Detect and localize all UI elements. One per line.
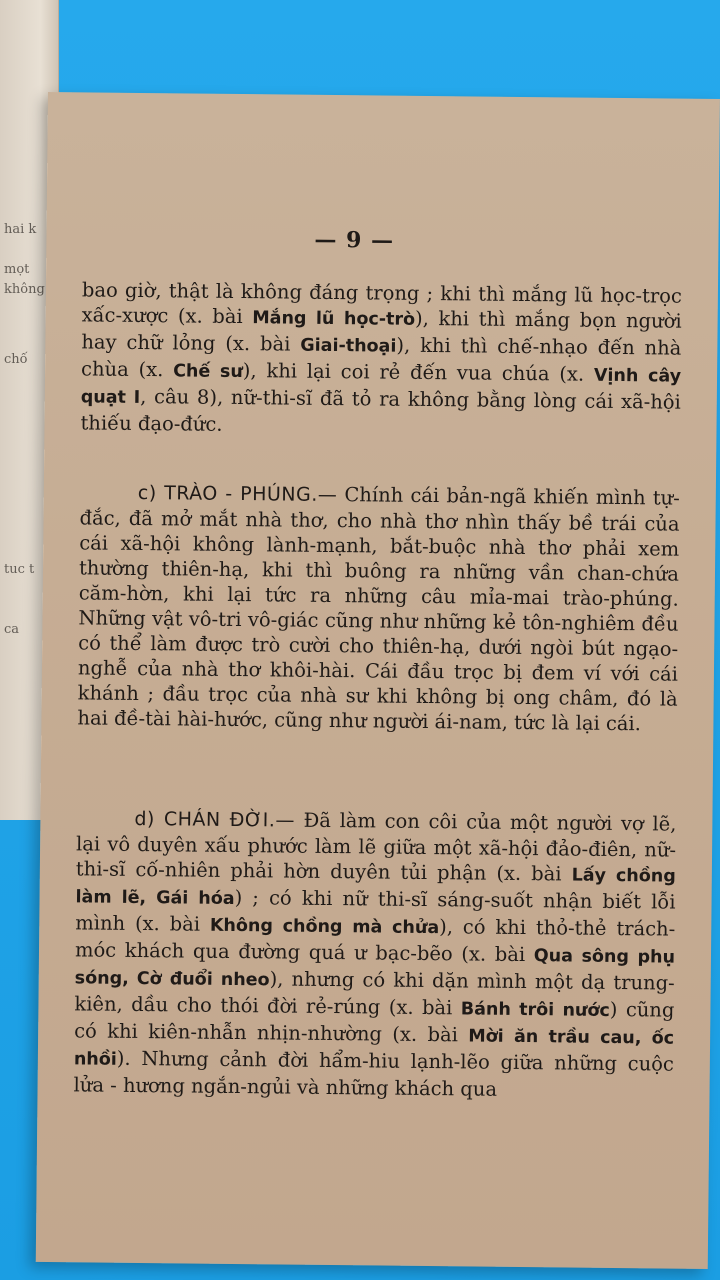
facing-page-fragment: chố <box>4 352 28 367</box>
text-run: ). Nhưng cảnh đời hẩm-hiu lạnh-lẽo giữa những cuộc lửa - hương ngắn-ngủi và những khách qua <box>73 1046 674 1101</box>
poem-reference: Bánh trôi nước <box>460 999 610 1021</box>
poem-reference: Mắng lũ học-trò <box>252 308 416 330</box>
text-run: ), có khi thỏ-thẻ trách-móc khách qua đường quá ư bạc-bẽo (x. bài <box>74 915 676 967</box>
poem-reference: Không chồng mà chửa <box>209 915 440 939</box>
paragraph-chan-doi <box>73 805 676 1103</box>
text-run: ), nhưng có khi dặn mình một dạ trung-kiên, dầu cho thói đời rẻ-rúng (x. bài <box>74 967 675 1020</box>
poem-reference: Qua sông phụ sóng, Cờ đuổi nheo <box>74 946 676 991</box>
text-run: bao giờ, thật là không đáng trọng ; khi thì mắng lũ học-trọc xấc-xược (x. bài <box>81 278 683 329</box>
paragraph-continuation <box>80 277 682 441</box>
poem-reference: Mời ăn trầu cau, ốc nhồi <box>73 1026 675 1070</box>
section-heading: c) TRÀO - PHÚNG.— <box>137 481 338 507</box>
poem-reference: Vịnh cây quạt I <box>80 365 682 408</box>
text-run: ) ; có khi nữ thi-sĩ sáng-suốt nhận biết lỗi mình (x. bài <box>75 885 676 936</box>
text-run: ), khi thì mắng bọn người hay chữ lỏng (x. bài <box>81 306 682 356</box>
text-run: ), khi lại coi rẻ đến vua chúa (x. <box>242 359 595 386</box>
facing-page-fragment: không <box>4 282 45 297</box>
section-heading: d) CHÁN ĐỜI.— <box>134 807 296 832</box>
text-run: , câu 8), nữ-thi-sĩ đã tỏ ra không bằng lòng cái xã-hội thiếu đạo-đức. <box>80 384 681 436</box>
page-number: — 9 — <box>314 226 395 254</box>
facing-page-fragment: ca <box>4 622 20 637</box>
text-run: Chính cái bản-ngã khiến mình tự-đắc, đã mở mắt nhà thơ, cho nhà thơ nhìn thấy bề trái của cái xã-hội không lành-mạnh, bắt-buộc nhà thơ phải xem thường thiên-hạ, khi thì buông ra những vần chan-chứa căm-hờn, khi lại tức ra những câu mỉa-mai trào-phúng. Những vật vô-tri vô-giác cũng như những kẻ tôn-nghiêm đều có thể làm được trò cười cho thiên-hạ, dưới ngòi bút ngạo-nghễ của nhà thơ khôi-hài. Cái đầu trọc bị đem ví với cái khánh ; đầu trọc của nhà sư khi không bị ong châm, đó là hai đề-tài hài-hước, cũng như người ái-nam, tức là lại cái. <box>77 483 680 736</box>
poem-reference: Chế sư <box>173 361 243 383</box>
text-run: ), khi thì chế-nhạo đến nhà chùa (x. <box>80 333 682 382</box>
paragraph-trao-phung <box>77 479 680 736</box>
text-run: Đã làm con côi của một người vợ lẽ, lại vô duyên xấu phước làm lẽ giữa một xã-hội đảo-điên, nữ-thi-sĩ cố-nhiên phải hờn duyên tủi phận (x. bài <box>75 808 677 886</box>
text-run: ) cũng có khi kiên-nhẫn nhịn-nhường (x. bài <box>74 997 675 1047</box>
facing-page-fragment: hai k <box>4 222 37 237</box>
facing-page-fragment: tuc t <box>4 562 35 577</box>
facing-page-fragment: mọt <box>4 262 30 277</box>
poem-reference: Giai-thoại <box>300 335 397 357</box>
book-page <box>36 92 720 1269</box>
poem-reference: Lấy chồng làm lẽ, Gái hóa <box>75 865 676 909</box>
